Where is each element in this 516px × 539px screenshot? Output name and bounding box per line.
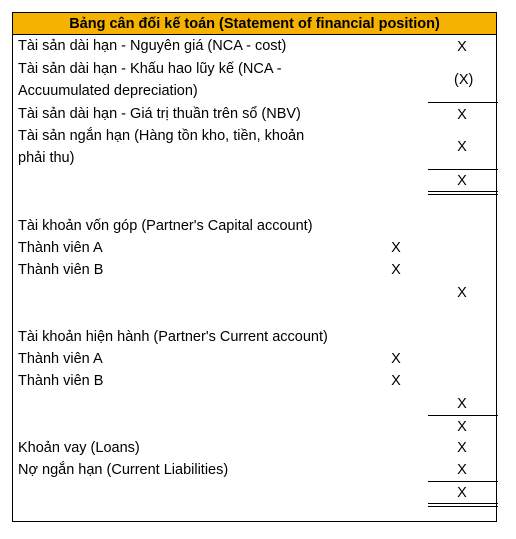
capital-heading: Tài khoản vốn góp (Partner's Capital account) (18, 218, 313, 234)
row-nca-cost-label: Tài sản dài hạn - Nguyên giá (NCA - cost) (18, 38, 287, 54)
current-partner-b: Thành viên B (18, 373, 104, 389)
rule-nbv-top (428, 102, 498, 103)
loans-value: X (457, 440, 467, 456)
row-nbv-label: Tài sản dài hạn - Giá trị thuần trên sổ (NBV) (18, 106, 301, 122)
capital-b-value: X (391, 262, 401, 278)
rule-grand-subtotal (428, 481, 498, 482)
row-nca-dep-label-1: Tài sản dài hạn - Khấu hao lũy kế (NCA - (18, 61, 282, 77)
current-assets-value: X (457, 139, 467, 155)
capital-total-value: X (457, 285, 467, 301)
current-partner-a: Thành viên A (18, 351, 103, 367)
current-b-value: X (391, 373, 401, 389)
nca-dep-value: (X) (454, 72, 474, 88)
total-equity-liabilities-value: X (457, 485, 467, 501)
rule-assets-total-2 (428, 194, 498, 195)
nbv-value: X (457, 107, 467, 123)
current-liabilities-label: Nợ ngắn hạn (Current Liabilities) (18, 462, 229, 478)
capital-a-value: X (391, 240, 401, 256)
loans-label: Khoản vay (Loans) (18, 440, 140, 456)
row-ca-label-1: Tài sản ngắn hạn (Hàng tồn kho, tiền, khoản (18, 128, 305, 144)
table-title: Bảng cân đối kế toán (Statement of financial position) (13, 13, 496, 35)
statement-table (12, 12, 497, 522)
total-assets-value: X (457, 173, 467, 189)
capital-partner-b: Thành viên B (18, 262, 104, 278)
rule-assets-total-1 (428, 191, 498, 192)
rule-assets-subtotal (428, 169, 498, 170)
rule-grand-total-1 (428, 503, 498, 504)
equity-total-value: X (457, 419, 467, 435)
rule-grand-total-2 (428, 506, 498, 507)
row-ca-label-2: phải thu) (18, 150, 75, 166)
rule-current-total (428, 415, 498, 416)
current-a-value: X (391, 351, 401, 367)
current-liabilities-value: X (457, 462, 467, 478)
row-nca-dep-label-2: Accuumulated depreciation) (18, 83, 198, 99)
current-total-value: X (457, 396, 467, 412)
current-heading: Tài khoản hiện hành (Partner's Current account) (18, 329, 328, 345)
capital-partner-a: Thành viên A (18, 240, 103, 256)
nca-cost-value: X (457, 39, 467, 55)
